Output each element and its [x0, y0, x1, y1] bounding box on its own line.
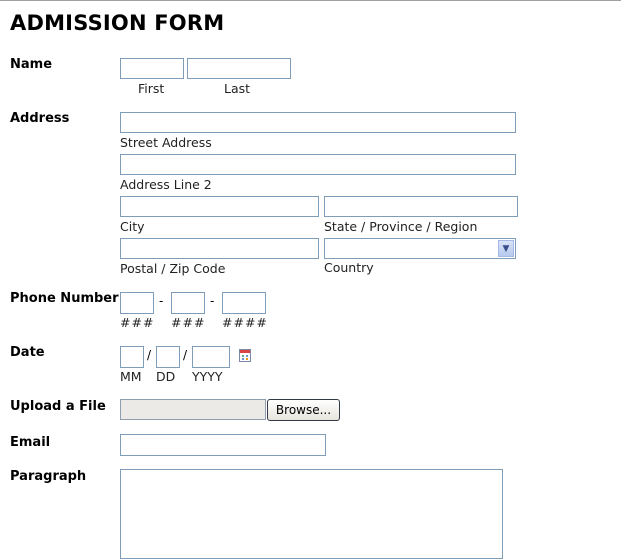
- postal-code-sublabel: Postal / Zip Code: [120, 261, 226, 276]
- date-month-input[interactable]: [120, 346, 144, 368]
- upload-label: Upload a File: [10, 399, 106, 414]
- country-sublabel: Country: [324, 260, 374, 275]
- date-year-input[interactable]: [192, 346, 230, 368]
- city-sublabel: City: [120, 219, 145, 234]
- last-name-sublabel: Last: [224, 81, 251, 96]
- phone-line-input[interactable]: [222, 292, 266, 314]
- phone-prefix-input[interactable]: [171, 292, 205, 314]
- street-address-input[interactable]: [120, 112, 516, 133]
- paragraph-textarea[interactable]: [120, 469, 503, 559]
- last-name-input[interactable]: [187, 58, 291, 79]
- email-label: Email: [10, 435, 51, 450]
- street-address-sublabel: Street Address: [120, 135, 212, 150]
- first-name-sublabel: First: [138, 81, 165, 96]
- phone-area-input[interactable]: [120, 292, 154, 314]
- file-path-input[interactable]: [120, 399, 266, 420]
- postal-code-input[interactable]: [120, 238, 319, 259]
- state-input[interactable]: [324, 196, 518, 217]
- date-day-sublabel: DD: [156, 369, 176, 384]
- phone-separator: -: [159, 294, 164, 308]
- phone-separator: -: [210, 294, 215, 308]
- address-label: Address: [10, 111, 70, 126]
- name-label: Name: [10, 57, 53, 72]
- paragraph-label: Paragraph: [10, 469, 87, 484]
- calendar-icon[interactable]: [239, 349, 251, 362]
- address-line2-input[interactable]: [120, 154, 516, 175]
- date-day-input[interactable]: [156, 346, 180, 368]
- email-input[interactable]: [120, 434, 326, 456]
- chevron-down-icon[interactable]: ▼: [498, 240, 514, 257]
- date-separator: /: [183, 348, 188, 362]
- date-label: Date: [10, 345, 45, 360]
- first-name-input[interactable]: [120, 58, 184, 79]
- phone-prefix-sublabel: ###: [171, 315, 206, 330]
- country-select[interactable]: [324, 238, 516, 259]
- page-title: ADMISSION FORM: [10, 11, 225, 35]
- state-sublabel: State / Province / Region: [324, 219, 478, 234]
- date-separator: /: [147, 348, 152, 362]
- browse-button[interactable]: Browse...: [267, 399, 340, 421]
- date-month-sublabel: MM: [120, 369, 142, 384]
- city-input[interactable]: [120, 196, 319, 217]
- phone-label: Phone Number: [10, 291, 119, 306]
- phone-line-sublabel: ####: [222, 315, 268, 330]
- top-divider: [0, 0, 621, 1]
- phone-area-sublabel: ###: [120, 315, 155, 330]
- date-year-sublabel: YYYY: [192, 369, 223, 384]
- address-line2-sublabel: Address Line 2: [120, 177, 212, 192]
